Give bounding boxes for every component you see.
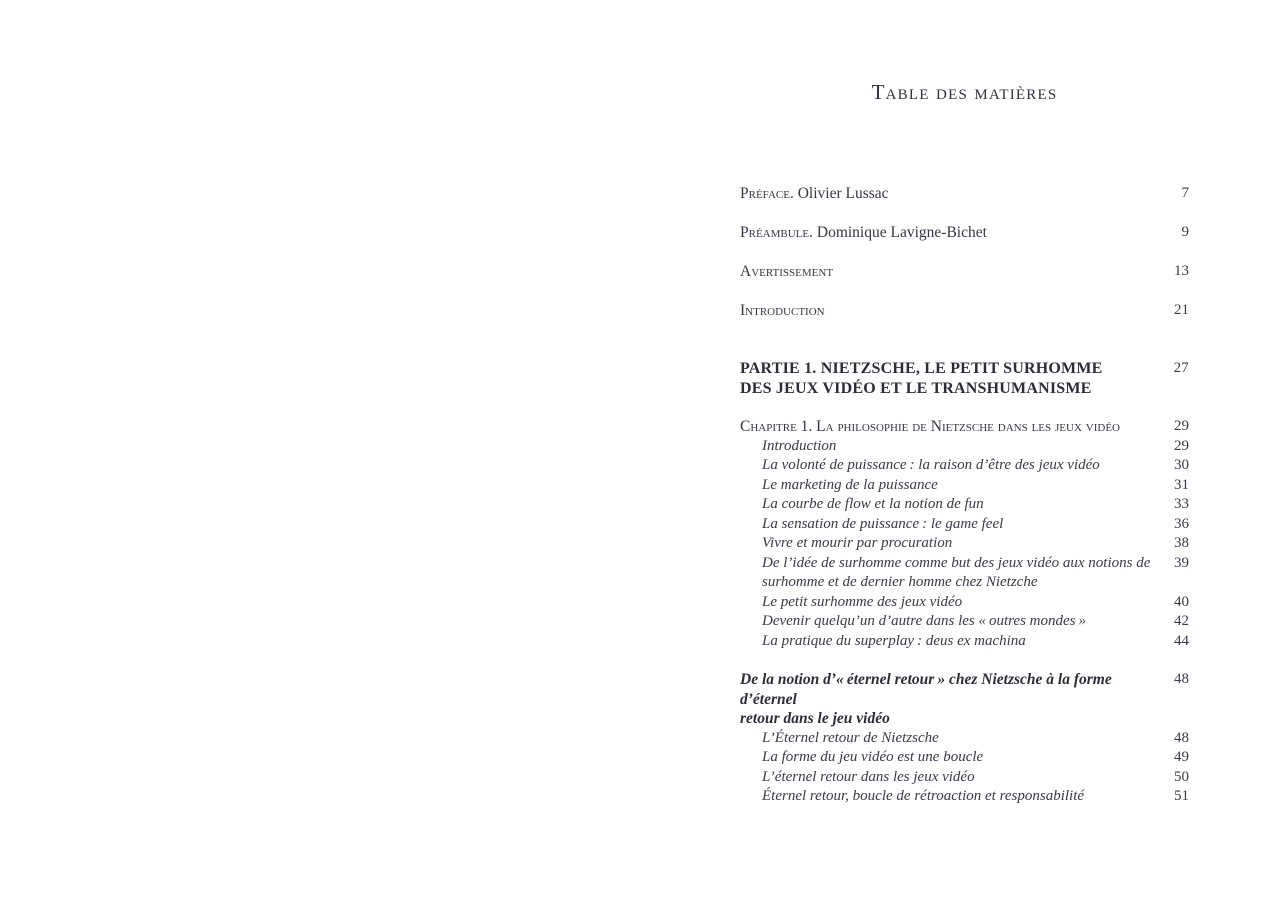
- toc-entry-sub: [740, 456, 1189, 476]
- table-of-contents-page: [740, 0, 1189, 807]
- toc-entry-sub: [740, 748, 1189, 768]
- toc-entry-title: [740, 612, 1162, 632]
- toc-entry-label-rest: Olivier Lussac: [793, 185, 889, 202]
- toc-entry-line: La sensation de puissance : le game feel: [762, 515, 1004, 532]
- toc-entry-line: Le marketing de la puissance: [762, 476, 938, 493]
- toc-entry-page-number: 13: [1174, 263, 1189, 279]
- toc-entry-page-number: 9: [1181, 224, 1189, 240]
- toc-entry-title: [740, 632, 1162, 652]
- toc-entry-smallcaps-label: Chapitre 1. La philosophie de Nietzsche dans les jeux vidéo: [740, 418, 1120, 435]
- toc-entry-page-number: 29: [1174, 418, 1189, 434]
- toc-entry-page-number: 29: [1174, 437, 1189, 454]
- toc-entry-page-number: 51: [1174, 788, 1189, 804]
- toc-entry-line: PARTIE 1. NIETZSCHE, LE PETIT SURHOMME: [740, 360, 1103, 377]
- toc-entry-line: retour dans le jeu vidéo: [740, 710, 890, 727]
- toc-entry-sub: [740, 515, 1189, 535]
- toc-entry-line: Éternel retour, boucle de rétroaction et responsabilité: [762, 788, 1085, 804]
- toc-entry-line: Introduction: [762, 437, 837, 454]
- toc-entry-title: [740, 729, 1162, 749]
- toc-entry-chapter: [740, 417, 1189, 437]
- toc-entry-title: [740, 262, 1162, 281]
- toc-entry-title: [740, 223, 1170, 242]
- toc-entry-smallcaps-label: Préface.: [740, 185, 794, 202]
- toc-entry-line: De la notion d’« éternel retour » chez Nietzsche à la forme d’éternel: [740, 671, 1112, 708]
- toc-entry-page-number: 40: [1174, 593, 1189, 610]
- toc-entry-page-number: 38: [1174, 535, 1189, 551]
- toc-entry-front: [740, 301, 1189, 320]
- page-title: Table des matières: [871, 80, 1058, 104]
- toc-entry-sub: [740, 554, 1189, 593]
- toc-entry-line: Devenir quelqu’un d’autre dans les « outres mondes »: [762, 613, 1087, 629]
- toc-entry-line: La pratique du superplay : deus ex machina: [762, 632, 1026, 649]
- toc-entry-title: [740, 359, 1162, 398]
- toc-entry-line: Le petit surhomme des jeux vidéo: [762, 593, 963, 610]
- toc-entry-page-number: 33: [1174, 496, 1189, 512]
- toc-entry-sub: [740, 632, 1189, 652]
- toc-entry-title: [740, 476, 1162, 496]
- toc-entry-line: La volonté de puissance : la raison d’être des jeux vidéo: [762, 457, 1100, 473]
- toc-entry-page-number: 48: [1174, 671, 1189, 687]
- toc-entry-sub: [740, 612, 1189, 632]
- toc-entry-page-number: 42: [1174, 613, 1189, 629]
- toc-entry-sub: [740, 476, 1189, 496]
- toc-entry-smallcaps-label: Introduction: [740, 302, 825, 319]
- toc-entry-page-number: 31: [1174, 476, 1189, 493]
- toc-entry-line: DES JEUX VIDÉO ET LE TRANSHUMANISME: [740, 379, 1092, 397]
- toc-entry-sub: [740, 534, 1189, 554]
- toc-entry-page-number: 21: [1174, 302, 1189, 318]
- toc-entry-title: [740, 495, 1162, 515]
- toc-entry-page-number: 36: [1174, 515, 1189, 532]
- toc-entry-title: [740, 456, 1162, 476]
- toc-entry-title: [740, 301, 1162, 320]
- toc-entry-sub: [740, 495, 1189, 515]
- toc-entry-page-number: 44: [1174, 632, 1189, 649]
- toc-entry-part: [740, 359, 1189, 398]
- toc-entry-front: [740, 223, 1189, 242]
- toc-entry-line: La courbe de flow et la notion de fun: [762, 496, 984, 512]
- toc-entry-page-number: 49: [1174, 749, 1189, 765]
- toc-entry-line: De l’idée de surhomme comme but des jeux vidéo aux notions de: [762, 554, 1151, 571]
- toc-entry-line: Vivre et mourir par procuration: [762, 535, 953, 551]
- toc-entry-line: surhomme et de dernier homme chez Nietzche: [762, 574, 1038, 590]
- toc-entry-title: [740, 417, 1162, 437]
- toc-entry-title: [740, 515, 1162, 535]
- toc-entry-smallcaps-label: Avertissement: [740, 263, 834, 280]
- toc-entry-front: [740, 262, 1189, 281]
- toc-entry-line: L’éternel retour dans les jeux vidéo: [762, 768, 975, 785]
- toc-entry-title: [740, 593, 1162, 613]
- toc-entry-front: [740, 184, 1189, 203]
- toc-entry-sub: [740, 437, 1189, 457]
- toc-entry-page-number: 7: [1181, 185, 1189, 201]
- toc-entry-label-rest: Dominique Lavigne-Bichet: [813, 224, 987, 241]
- toc-entry-title: [740, 437, 1162, 457]
- toc-entry-line: La forme du jeu vidéo est une boucle: [762, 749, 984, 765]
- toc-entry-title: [740, 748, 1162, 768]
- toc-entry-title: [740, 768, 1162, 788]
- toc-entry-sub: [740, 729, 1189, 749]
- toc-entry-title: [740, 670, 1162, 729]
- toc-entry-line: L’Éternel retour de Nietzsche: [762, 729, 939, 746]
- toc-entry-page-number: 27: [1173, 360, 1189, 376]
- toc-entry-sub: [740, 768, 1189, 788]
- toc-entry-sub: [740, 787, 1189, 807]
- toc-entry-title: [740, 184, 1170, 203]
- toc-entry-page-number: 50: [1174, 768, 1189, 785]
- toc-entry-title: [740, 787, 1162, 807]
- toc-entry-list: [740, 184, 1189, 807]
- toc-entry-smallcaps-label: Préambule.: [740, 224, 813, 241]
- toc-entry-page-number: 30: [1174, 457, 1189, 473]
- toc-entry-section: [740, 670, 1189, 729]
- toc-entry-page-number: 48: [1174, 729, 1189, 746]
- toc-entry-sub: [740, 593, 1189, 613]
- toc-entry-title: [740, 534, 1162, 554]
- toc-entry-title: [740, 554, 1162, 593]
- toc-entry-page-number: 39: [1174, 554, 1189, 571]
